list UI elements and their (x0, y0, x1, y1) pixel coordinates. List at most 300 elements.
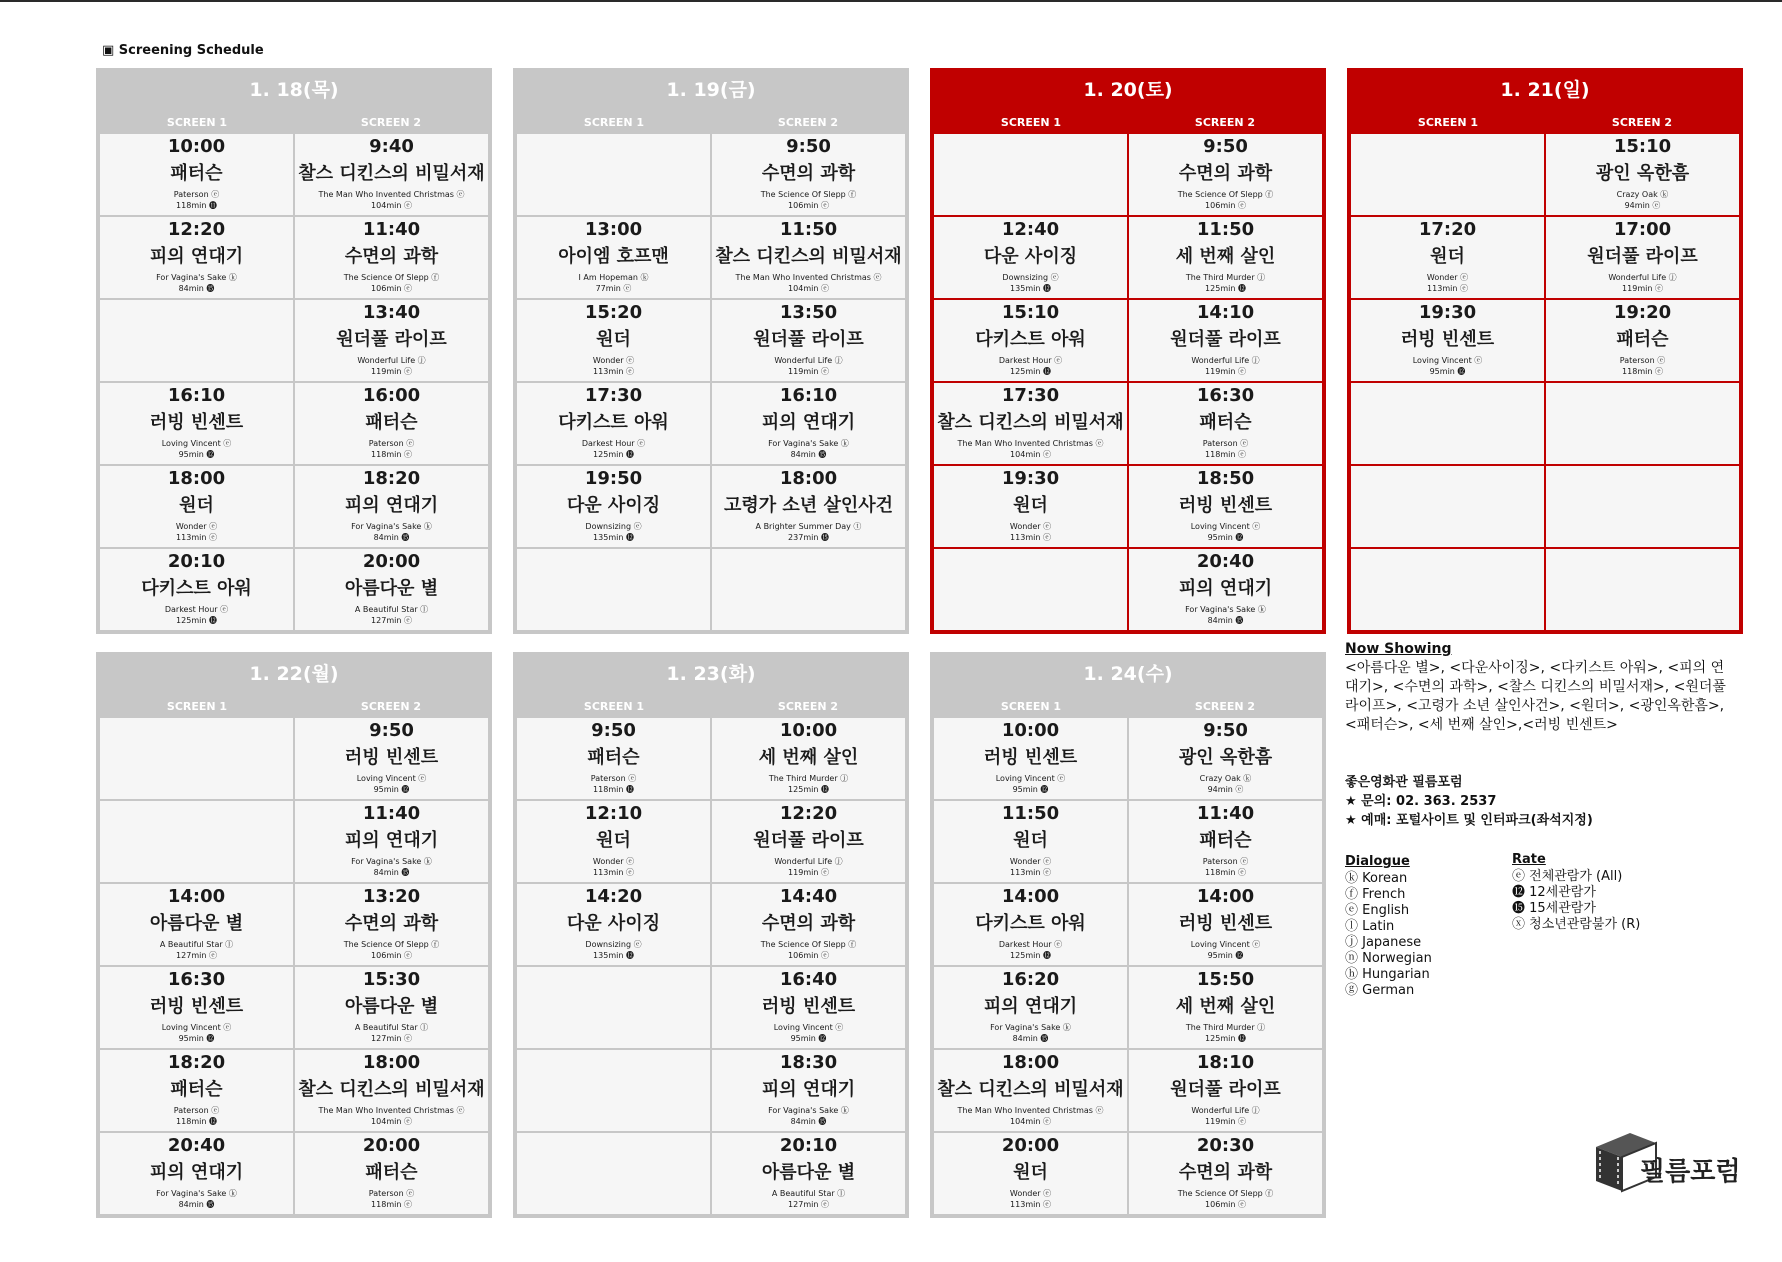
screening-time: 14:20 (584, 886, 643, 907)
film-title-en: Darkest Hour ⓔ (164, 605, 229, 614)
rate-legend (1512, 850, 1640, 933)
film-runtime: 106min ⓔ (788, 201, 829, 210)
screening-slot (1351, 217, 1544, 298)
screening-time: 9:50 (1203, 720, 1248, 741)
screening-slot (712, 466, 905, 547)
film-title-en: A Beautiful Star ⓛ (354, 1023, 429, 1032)
film-title-en: Darkest Hour ⓔ (581, 439, 646, 448)
film-runtime: 118min ⓔ (371, 1200, 412, 1209)
film-title-en: Wonder ⓔ (1009, 1189, 1052, 1198)
film-title-ko: 패터슨 (1616, 329, 1669, 350)
film-title-ko: 원더 (179, 495, 214, 516)
screening-slot (100, 884, 293, 965)
screening-time: 17:30 (584, 385, 643, 406)
screen-label: SCREEN 2 (1194, 700, 1256, 713)
screen-label: SCREEN 2 (1611, 116, 1673, 129)
film-runtime: 113min ⓔ (1010, 1200, 1051, 1209)
screening-time: 19:30 (1001, 468, 1060, 489)
screening-slot (712, 383, 905, 464)
screening-time: 11:40 (362, 803, 421, 824)
empty-slot (1546, 383, 1739, 464)
screening-slot (517, 801, 710, 882)
screening-slot (100, 134, 293, 215)
film-title-ko: 수면의 과학 (1178, 1162, 1273, 1183)
film-title-ko: 러빙 빈센트 (1178, 913, 1273, 934)
film-title-ko: 수면의 과학 (761, 163, 856, 184)
screening-slot (517, 217, 710, 298)
film-runtime: 135min ⓬ (1010, 284, 1051, 293)
screening-slot (100, 967, 293, 1048)
screening-time: 18:00 (362, 1052, 421, 1073)
film-title-en: The Science Of Slepp ⓕ (343, 940, 440, 949)
screen-1-column (100, 134, 293, 630)
screening-slot (934, 300, 1127, 381)
film-title-ko: 세 번째 살인 (1175, 246, 1276, 267)
rate-item: ⓔ 전체관람가 (All) (1512, 869, 1623, 884)
film-runtime: 94min ⓔ (1207, 785, 1244, 794)
film-title-ko: 원더풀 라이프 (1587, 246, 1698, 267)
film-title-en: Wonder ⓔ (1009, 522, 1052, 531)
screening-slot (1129, 300, 1322, 381)
film-title-ko: 피의 연대기 (983, 996, 1078, 1017)
film-runtime: 84min ⓯ (178, 1200, 215, 1209)
film-runtime: 125min ⓬ (1205, 1034, 1246, 1043)
film-title-en: Paterson ⓔ (368, 439, 415, 448)
venue-name: 좋은영화관 필름포럼 (1345, 775, 1463, 790)
screen-header (1347, 112, 1743, 134)
screening-grid (100, 718, 488, 1214)
screening-grid (100, 134, 488, 630)
screening-time: 18:20 (362, 468, 421, 489)
screening-slot (1129, 884, 1322, 965)
dialogue-item: ⓚ Korean (1345, 871, 1408, 886)
screening-slot (712, 884, 905, 965)
screening-time: 20:00 (1001, 1135, 1060, 1156)
film-runtime: 106min ⓔ (371, 284, 412, 293)
film-title-ko: 피의 연대기 (344, 495, 439, 516)
screening-slot (100, 217, 293, 298)
film-runtime: 118min ⓫ (176, 201, 217, 210)
film-title-ko: 아름다운 별 (344, 578, 439, 599)
film-title-en: Wonder ⓔ (175, 522, 218, 531)
film-title-ko: 러빙 빈센트 (983, 747, 1078, 768)
screen-header (513, 696, 909, 718)
film-runtime: 113min ⓔ (176, 533, 217, 542)
film-title-ko: 패터슨 (365, 1162, 418, 1183)
screening-slot (712, 1050, 905, 1131)
now-showing-section (1345, 640, 1735, 735)
film-runtime: 104min ⓔ (1010, 1117, 1051, 1126)
screening-slot (295, 300, 488, 381)
screening-time: 16:20 (1001, 969, 1060, 990)
film-title-ko: 다운 사이징 (983, 246, 1078, 267)
film-title-en: For Vagina's Sake ⓚ (156, 273, 237, 282)
film-title-ko: 원더풀 라이프 (753, 830, 864, 851)
screening-time: 19:50 (584, 468, 643, 489)
screening-time: 11:40 (1196, 803, 1255, 824)
dialogue-item: ⓗ Hungarian (1345, 967, 1430, 982)
empty-slot (1546, 466, 1739, 547)
screening-time: 17:20 (1418, 219, 1477, 240)
film-title-ko: 고령가 소년 살인사건 (723, 495, 894, 516)
film-title-ko: 원더 (1430, 246, 1465, 267)
screening-time: 20:10 (779, 1135, 838, 1156)
film-title-ko: 원더 (596, 830, 631, 851)
screening-time: 12:20 (779, 803, 838, 824)
screen-2-column (1129, 718, 1322, 1214)
film-title-ko: 아이엠 호프맨 (558, 246, 669, 267)
film-runtime: 125min ⓬ (1205, 284, 1246, 293)
film-runtime: 95min ⓬ (1207, 951, 1244, 960)
film-title-en: Crazy Oak ⓚ (1616, 190, 1669, 199)
film-runtime: 119min ⓔ (788, 868, 829, 877)
film-runtime: 95min ⓬ (178, 1034, 215, 1043)
contact-section (1345, 773, 1593, 830)
screen-header (930, 696, 1326, 718)
film-title-en: For Vagina's Sake ⓚ (768, 439, 849, 448)
film-runtime: 135min ⓬ (593, 533, 634, 542)
dialogue-item: ⓙ Japanese (1345, 935, 1422, 950)
screen-1-column (1351, 134, 1544, 630)
film-title-ko: 찰스 디킨스의 비밀서재 (937, 412, 1124, 433)
screen-label: SCREEN 1 (1000, 700, 1062, 713)
screen-1-column (517, 134, 710, 630)
film-title-en: The Third Murder ⓙ (768, 774, 849, 783)
screening-time: 11:50 (779, 219, 838, 240)
screening-time: 15:30 (362, 969, 421, 990)
film-title-en: Wonder ⓔ (1426, 273, 1469, 282)
day-panel (930, 68, 1326, 634)
film-runtime: 119min ⓔ (1622, 284, 1663, 293)
screening-slot (517, 884, 710, 965)
screening-slot (934, 383, 1127, 464)
film-title-en: Wonderful Life ⓙ (1608, 273, 1677, 282)
screening-time: 14:40 (779, 886, 838, 907)
screen-2-column (295, 718, 488, 1214)
film-runtime: 113min ⓔ (1427, 284, 1468, 293)
screen-1-column (100, 718, 293, 1214)
rate-item: ⓬ 12세관람가 (1512, 885, 1596, 900)
screen-header (513, 112, 909, 134)
screening-slot (712, 300, 905, 381)
film-runtime: 104min ⓔ (1010, 450, 1051, 459)
screening-time: 9:40 (369, 136, 414, 157)
film-title-ko: 러빙 빈센트 (149, 996, 244, 1017)
screening-time: 20:00 (362, 551, 421, 572)
film-runtime: 118min ⓔ (371, 450, 412, 459)
film-title-en: Loving Vincent ⓔ (995, 774, 1066, 783)
film-title-en: A Brighter Summer Day ⓣ (755, 522, 862, 531)
film-title-ko: 피의 연대기 (1178, 578, 1273, 599)
film-title-en: Wonderful Life ⓙ (1191, 356, 1260, 365)
screening-time: 19:30 (1418, 302, 1477, 323)
screening-slot (1129, 718, 1322, 799)
film-runtime: 106min ⓔ (371, 951, 412, 960)
film-title-ko: 원더풀 라이프 (1170, 1079, 1281, 1100)
film-title-en: Wonder ⓔ (592, 857, 635, 866)
screen-label: SCREEN 1 (583, 700, 645, 713)
rate-item: ⓧ 청소년관람불가 (R) (1512, 917, 1641, 932)
day-date: 1. 19(금) (666, 79, 756, 101)
screening-time: 13:00 (584, 219, 643, 240)
film-title-en: A Beautiful Star ⓛ (354, 605, 429, 614)
screening-slot (295, 466, 488, 547)
film-title-en: Loving Vincent ⓔ (161, 439, 232, 448)
screening-time: 15:10 (1613, 136, 1672, 157)
film-title-en: Paterson ⓔ (590, 774, 637, 783)
screening-time: 14:10 (1196, 302, 1255, 323)
screening-grid (934, 718, 1322, 1214)
screening-slot (712, 967, 905, 1048)
screening-time: 12:40 (1001, 219, 1060, 240)
day-date: 1. 20(토) (1083, 79, 1173, 101)
film-runtime: 127min ⓔ (371, 616, 412, 625)
film-runtime: 104min ⓔ (788, 284, 829, 293)
film-runtime: 119min ⓔ (1205, 367, 1246, 376)
screening-slot (934, 718, 1127, 799)
film-runtime: 104min ⓔ (371, 201, 412, 210)
screening-slot (712, 134, 905, 215)
film-title-en: For Vagina's Sake ⓚ (1185, 605, 1266, 614)
screening-time: 20:30 (1196, 1135, 1255, 1156)
film-title-en: Loving Vincent ⓔ (773, 1023, 844, 1032)
day-date: 1. 18(목) (249, 79, 339, 101)
film-title-en: Paterson ⓔ (173, 1106, 220, 1115)
empty-slot (934, 549, 1127, 630)
film-runtime: 84min ⓯ (373, 868, 410, 877)
film-title-ko: 패터슨 (1199, 830, 1252, 851)
dialogue-item: ⓔ English (1345, 903, 1410, 918)
film-title-en: The Man Who Invented Christmas ⓔ (957, 439, 1104, 448)
screening-slot (295, 134, 488, 215)
now-showing-heading: Now Showing (1345, 641, 1452, 657)
screen-2-column (1546, 134, 1739, 630)
film-title-en: Darkest Hour ⓔ (998, 356, 1063, 365)
screening-slot (295, 1050, 488, 1131)
screen-label: SCREEN 1 (166, 700, 228, 713)
film-title-en: For Vagina's Sake ⓚ (768, 1106, 849, 1115)
screening-slot (1129, 134, 1322, 215)
film-title-en: The Science Of Slepp ⓕ (760, 940, 857, 949)
film-title-ko: 피의 연대기 (149, 246, 244, 267)
screening-slot (295, 217, 488, 298)
screening-slot (1129, 801, 1322, 882)
film-runtime: 95min ⓬ (373, 785, 410, 794)
film-runtime: 113min ⓔ (1010, 533, 1051, 542)
screening-slot (1129, 383, 1322, 464)
screen-label: SCREEN 2 (1194, 116, 1256, 129)
screening-slot (712, 801, 905, 882)
film-title-en: Wonderful Life ⓙ (774, 356, 843, 365)
screening-slot (934, 967, 1127, 1048)
film-title-ko: 다키스트 아워 (975, 913, 1086, 934)
day-date: 1. 23(화) (666, 663, 756, 685)
screening-time: 16:10 (167, 385, 226, 406)
screen-label: SCREEN 1 (583, 116, 645, 129)
film-title-en: The Science Of Slepp ⓕ (760, 190, 857, 199)
film-title-ko: 피의 연대기 (761, 412, 856, 433)
film-title-en: For Vagina's Sake ⓚ (156, 1189, 237, 1198)
screening-time: 10:00 (167, 136, 226, 157)
film-title-ko: 세 번째 살인 (1175, 996, 1276, 1017)
screening-time: 16:40 (779, 969, 838, 990)
screening-slot (934, 884, 1127, 965)
film-title-en: Paterson ⓔ (1619, 356, 1666, 365)
film-title-en: Downsizing ⓔ (1002, 273, 1059, 282)
day-panel (513, 68, 909, 634)
film-runtime: 113min ⓔ (1010, 868, 1051, 877)
screening-slot (1129, 466, 1322, 547)
screening-slot (1129, 967, 1322, 1048)
screen-label: SCREEN 2 (360, 700, 422, 713)
film-title-en: The Science Of Slepp ⓕ (343, 273, 440, 282)
screening-time: 16:10 (779, 385, 838, 406)
film-title-ko: 피의 연대기 (149, 1162, 244, 1183)
film-title-en: Paterson ⓔ (1202, 857, 1249, 866)
empty-slot (100, 300, 293, 381)
screening-time: 14:00 (167, 886, 226, 907)
day-date: 1. 21(일) (1500, 79, 1590, 101)
screen-label: SCREEN 2 (777, 700, 839, 713)
screening-time: 18:50 (1196, 468, 1255, 489)
film-title-ko: 찰스 디킨스의 비밀서재 (298, 1079, 485, 1100)
dialogue-item: ⓖ German (1345, 983, 1415, 998)
day-date: 1. 24(수) (1083, 663, 1173, 685)
screening-slot (1546, 134, 1739, 215)
film-runtime: 119min ⓔ (1205, 1117, 1246, 1126)
day-panel (513, 652, 909, 1218)
screening-time: 18:10 (1196, 1052, 1255, 1073)
screening-slot (1546, 300, 1739, 381)
film-title-ko: 원더 (596, 329, 631, 350)
film-runtime: 113min ⓔ (593, 367, 634, 376)
film-title-en: Paterson ⓔ (1202, 439, 1249, 448)
film-title-en: Wonder ⓔ (1009, 857, 1052, 866)
film-title-ko: 광인 옥한흠 (1595, 163, 1690, 184)
film-title-en: Loving Vincent ⓔ (356, 774, 427, 783)
day-date: 1. 22(월) (249, 663, 339, 685)
film-title-ko: 패터슨 (1199, 412, 1252, 433)
film-title-ko: 수면의 과학 (344, 246, 439, 267)
film-title-ko: 패터슨 (365, 412, 418, 433)
screening-slot (295, 718, 488, 799)
empty-slot (1351, 134, 1544, 215)
screening-time: 16:00 (362, 385, 421, 406)
film-title-ko: 수면의 과학 (1178, 163, 1273, 184)
film-title-ko: 피의 연대기 (344, 830, 439, 851)
screening-slot (295, 967, 488, 1048)
film-runtime: 84min ⓯ (1012, 1034, 1049, 1043)
empty-slot (934, 134, 1127, 215)
screening-time: 18:00 (1001, 1052, 1060, 1073)
dialogue-item: ⓝ Norwegian (1345, 951, 1432, 966)
dialogue-heading: Dialogue (1345, 854, 1410, 869)
film-title-ko: 수면의 과학 (344, 913, 439, 934)
screening-grid (517, 134, 905, 630)
screening-time: 9:50 (786, 136, 831, 157)
screening-time: 20:40 (167, 1135, 226, 1156)
film-title-ko: 패터슨 (587, 747, 640, 768)
film-runtime: 125min ⓬ (176, 616, 217, 625)
screening-slot (517, 300, 710, 381)
screening-time: 11:50 (1196, 219, 1255, 240)
screening-time: 9:50 (369, 720, 414, 741)
screening-time: 18:30 (779, 1052, 838, 1073)
screening-slot (934, 217, 1127, 298)
screening-time: 11:40 (362, 219, 421, 240)
empty-slot (1351, 466, 1544, 547)
screening-time: 18:20 (167, 1052, 226, 1073)
film-title-en: The Third Murder ⓙ (1185, 273, 1266, 282)
screen-header (96, 112, 492, 134)
rate-heading: Rate (1512, 852, 1546, 867)
screening-slot (295, 549, 488, 630)
film-title-ko: 원더풀 라이프 (1170, 329, 1281, 350)
screening-slot (517, 383, 710, 464)
screening-time: 9:50 (591, 720, 636, 741)
film-title-ko: 찰스 디킨스의 비밀서재 (937, 1079, 1124, 1100)
film-runtime: 106min ⓔ (1205, 201, 1246, 210)
screening-time: 17:30 (1001, 385, 1060, 406)
film-title-ko: 패터슨 (170, 163, 223, 184)
film-title-en: Loving Vincent ⓔ (1412, 356, 1483, 365)
film-runtime: 95min ⓬ (178, 450, 215, 459)
screen-label: SCREEN 2 (777, 116, 839, 129)
film-title-en: Loving Vincent ⓔ (161, 1023, 232, 1032)
screening-slot (517, 718, 710, 799)
screening-slot (712, 1133, 905, 1214)
screening-time: 15:10 (1001, 302, 1060, 323)
screening-time: 19:20 (1613, 302, 1672, 323)
screening-slot (295, 884, 488, 965)
empty-slot (517, 1050, 710, 1131)
film-title-en: The Man Who Invented Christmas ⓔ (735, 273, 882, 282)
film-runtime: 118min ⓬ (593, 785, 634, 794)
screening-time: 18:00 (779, 468, 838, 489)
screening-time: 12:20 (167, 219, 226, 240)
dialogue-list (1345, 871, 1432, 999)
film-runtime: 118min ⓔ (1205, 868, 1246, 877)
film-title-en: Wonderful Life ⓙ (357, 356, 426, 365)
film-title-en: For Vagina's Sake ⓚ (351, 522, 432, 531)
film-title-ko: 찰스 디킨스의 비밀서재 (715, 246, 902, 267)
screen-1-column (934, 134, 1127, 630)
film-title-ko: 다키스트 아워 (558, 412, 669, 433)
screening-slot (1129, 1133, 1322, 1214)
film-title-ko: 광인 옥한흠 (1178, 747, 1273, 768)
film-runtime: 125min ⓬ (1010, 951, 1051, 960)
film-title-en: Paterson ⓔ (368, 1189, 415, 1198)
film-runtime: 95min ⓬ (1207, 533, 1244, 542)
day-panel (1347, 68, 1743, 634)
film-title-en: For Vagina's Sake ⓚ (990, 1023, 1071, 1032)
film-title-ko: 세 번째 살인 (758, 747, 859, 768)
rate-item: ⓯ 15세관람가 (1512, 901, 1596, 916)
screening-time: 13:20 (362, 886, 421, 907)
film-runtime: 237min ⓯ (788, 533, 829, 542)
film-title-en: A Beautiful Star ⓛ (771, 1189, 846, 1198)
day-panel (96, 68, 492, 634)
film-title-en: Paterson ⓔ (173, 190, 220, 199)
film-runtime: 106min ⓔ (788, 951, 829, 960)
film-title-en: The Man Who Invented Christmas ⓔ (957, 1106, 1104, 1115)
screen-label: SCREEN 1 (1000, 116, 1062, 129)
empty-slot (1546, 549, 1739, 630)
screening-time: 18:00 (167, 468, 226, 489)
film-runtime: 119min ⓔ (788, 367, 829, 376)
empty-slot (517, 549, 710, 630)
screening-time: 20:00 (362, 1135, 421, 1156)
